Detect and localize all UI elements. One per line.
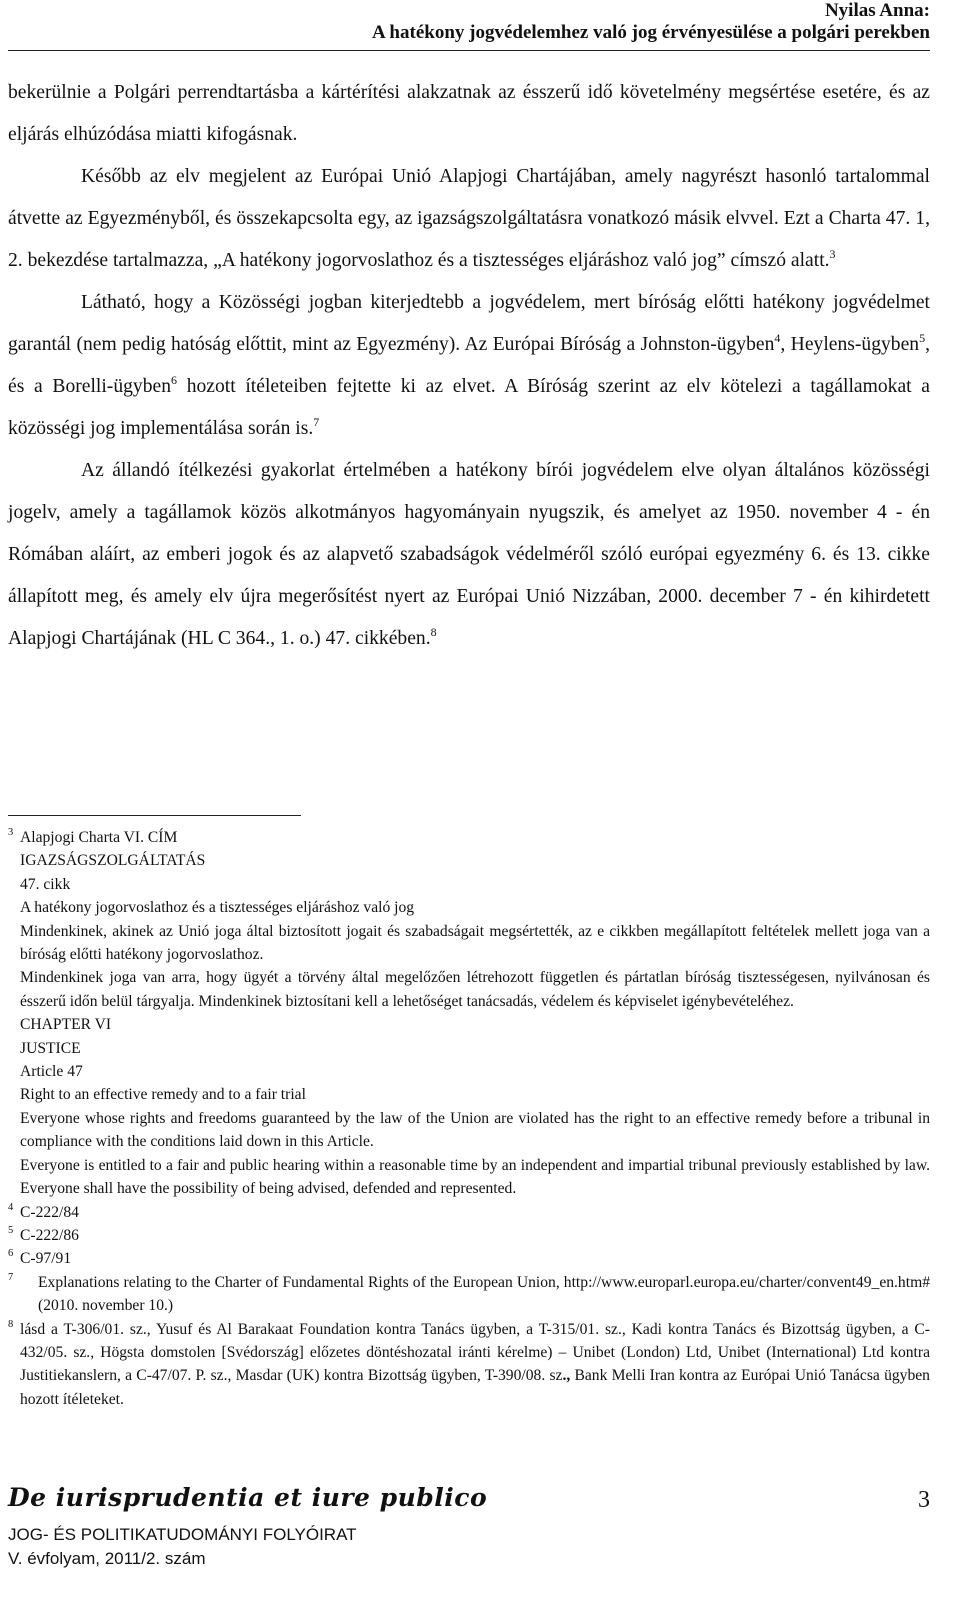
footnote-3-line: JUSTICE — [20, 1039, 81, 1057]
paragraph-4 — [8, 450, 930, 660]
footnote-3-line: Right to an effective remedy and to a fair trial — [20, 1086, 306, 1104]
footnote-number: 8 — [8, 1318, 14, 1330]
main-text — [8, 72, 930, 660]
footnote-3 — [8, 826, 930, 1201]
footnote-7 — [8, 1271, 930, 1318]
footnote-number: 7 — [8, 1271, 14, 1283]
running-head-author: Nyilas Anna: — [824, 0, 930, 21]
paragraph-3-text-a: Látható, hogy a Közösségi jogban kiterjedtebb a jogvédelem, mert bíróság előtti hatékony jogvédelmet garantál (nem pedig hatóság előttit, mint az Egyezmény). Az Európai Bíróság a Johnston-ügyben — [8, 292, 930, 355]
journal-info — [8, 1523, 357, 1571]
footnote-ref-3: 3 — [829, 247, 836, 261]
footnote-6-text: C-97/91 — [20, 1250, 72, 1268]
footnote-5 — [8, 1224, 930, 1247]
paragraph-3 — [8, 282, 930, 450]
journal-name: JOG- ÉS POLITIKATUDOMÁNYI FOLYÓIRAT — [8, 1525, 357, 1544]
paragraph-2-text: Később az elv megjelent az Európai Unió Alapjogi Chartájában, amely nagyrészt hasonló tartalommal átvette az Egyezményből, és összekapcsolta egy, az igazságszolgáltatásra vonatkozó másik elvvel. Ezt a Charta 47. 1, 2. bekezdése tartalmazza, „A hatékony jogorvoslathoz és a tisztességes eljáráshoz való jog” címszó alatt. — [8, 166, 930, 271]
footnote-6 — [8, 1247, 930, 1270]
header-rule — [8, 50, 930, 51]
footnote-8-text — [20, 1318, 930, 1412]
paragraph-4-text: Az állandó ítélkezési gyakorlat értelmében a hatékony bírói jogvédelem elve olyan általános közösségi jogelv, amely a tagállamok közös alkotmányos hagyományain nyugszik, és amelyet az 1950. november 4 - én Rómában aláírt, az emberi jogok és az alapvető szabadságok védelméről szóló európai egyezmény 6. és 13. cikke állapított meg, és amely elv újra megerősítést nyert az Európai Unió Nizzában, 2000. december 7 - én kihirdetett Alapjogi Chartájának (HL C 364., 1. o.) 47. cikkében. — [8, 460, 930, 649]
footnote-4 — [8, 1201, 930, 1224]
journal-volume: V. évfolyam, 2011/2. szám — [8, 1549, 206, 1568]
footnote-ref-6: 6 — [171, 373, 178, 387]
footnote-number: 6 — [8, 1248, 14, 1260]
footnote-ref-7: 7 — [313, 415, 320, 429]
footnote-3-line: CHAPTER VI — [20, 1016, 112, 1034]
paragraph-1: bekerülnie a Polgári perrendtartásba a kártérítési alakzatnak az ésszerű idő követelmény megsértése esetére, és az eljárás elhúzódása miatti kifogásnak. — [8, 82, 930, 145]
footnote-3-line: Alapjogi Charta VI. CÍM — [20, 829, 178, 846]
footnote-separator — [8, 815, 301, 816]
paragraph-3-text-b: , Heylens-ügyben — [780, 334, 920, 355]
footnote-7-text: Explanations relating to the Charter of Fundamental Rights of the European Union, http://www.europarl.europa.eu/charter/convent49_en.htm# (2010. november 10.) — [38, 1273, 930, 1315]
footnote-3-paragraph: Everyone whose rights and freedoms guaranteed by the law of the Union are violated has the right to an effective remedy before a tribunal in compliance with the conditions laid down in this Article. — [20, 1109, 930, 1151]
paragraph-3-text-c: , és a Borelli-ügyben — [8, 334, 930, 397]
paragraph-3-text-d: hozott ítéleteiben fejtette ki az elvet. A Bíróság szerint az elv kötelezi a tagállamokat a közösségi jog implementálása során is. — [8, 376, 930, 439]
footnote-3-paragraph: Mindenkinek, akinek az Unió joga által biztosított jogait és szabadságait megsértették, az e cikkben megállapított feltételek mellett joga van a bíróság előtti hatékony jogorvoslathoz. — [20, 922, 930, 964]
footnote-ref-8: 8 — [430, 625, 437, 639]
footnote-3-line: Article 47 — [20, 1063, 83, 1081]
footnote-3-line: IGAZSÁGSZOLGÁLTATÁS — [20, 852, 206, 870]
footnotes — [8, 826, 930, 1411]
paragraph-2 — [8, 156, 930, 282]
footnote-8-text-b: Bank Melli Iran kontra az Európai Unió Tanácsa ügyben hozott ítéleteket. — [20, 1367, 930, 1408]
footnote-3-paragraph: Everyone is entitled to a fair and public hearing within a reasonable time by an independent and impartial tribunal previously established by law. Everyone shall have the possibility of being advised, defended and represented. — [20, 1156, 930, 1198]
footnote-8-text-a: lásd a T-306/01. sz., Yusuf és Al Barakaat Foundation kontra Tanács ügyben, a T-315/01. sz., Kadi kontra Tanács és Bizottság ügyben, a C-432/05. sz., Högsta domstolen [Svédország] előzetes döntéshozatal iránti kérelme) – Unibet (London) Ltd, Unibet (International) Ltd kontra Justitiekanslern, a C-47/07. P. sz., Masdar (UK) kontra Bizottság ügyben, T-390/08. sz — [20, 1320, 930, 1385]
running-head-title: A hatékony jogvédelemhez való jog érvényesülése a polgári perekben — [372, 22, 930, 43]
footnote-3-line: 47. cikk — [20, 875, 71, 893]
running-head — [372, 0, 930, 44]
footnote-3-paragraph: Mindenkinek joga van arra, hogy ügyét a törvény által megelőzően létrehozott független és pártatlan bíróság tisztességesen, nyilvánosan és ésszerű időn belül tárgyalja. Mindenkinek biztosítani kell a lehetőséget tanácsadás, védelem és képviselet igénybevételéhez. — [20, 969, 930, 1010]
footnote-number: 3 — [8, 827, 14, 838]
footnote-ref-4: 4 — [774, 331, 781, 345]
footnote-ref-5: 5 — [919, 331, 926, 345]
footnote-8 — [8, 1318, 930, 1412]
page-number: 3 — [918, 1487, 930, 1513]
footnote-3-line: A hatékony jogorvoslathoz és a tisztességes eljáráshoz való jog — [20, 899, 415, 917]
footnote-8-bold: ., — [562, 1367, 571, 1385]
journal-brand: De iurisprudentia et iure publico — [8, 1483, 488, 1512]
footnote-4-text: C-222/84 — [20, 1203, 79, 1221]
footnote-number: 5 — [8, 1224, 14, 1236]
footnote-5-text: C-222/86 — [20, 1226, 79, 1244]
footnote-number: 4 — [8, 1201, 14, 1213]
